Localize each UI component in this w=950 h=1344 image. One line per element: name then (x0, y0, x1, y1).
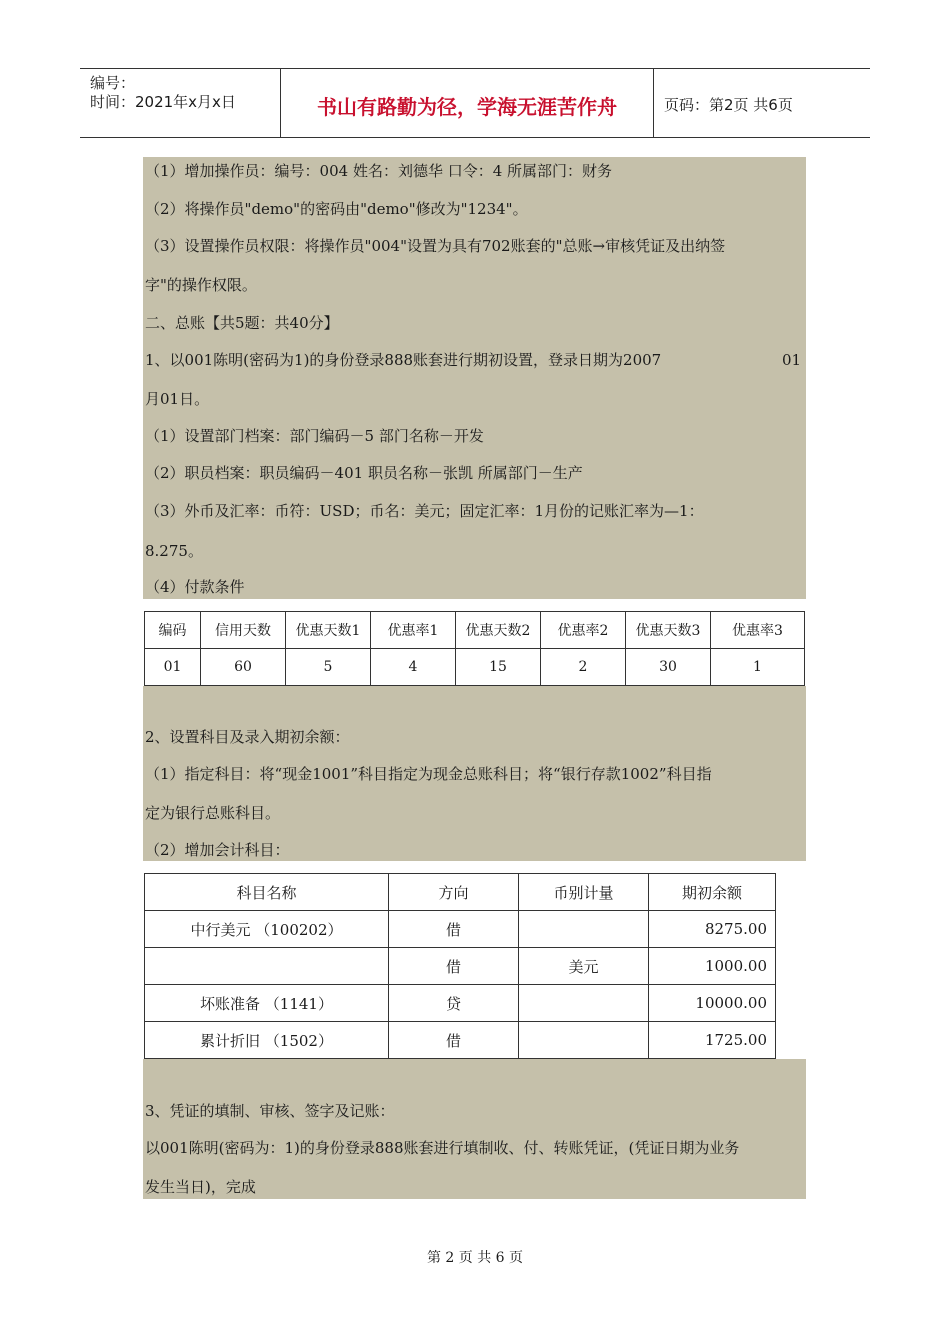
table-cell: 10000.00 (649, 985, 776, 1022)
number-label: 编号： (90, 74, 136, 92)
table-cell: 4 (371, 649, 456, 686)
table-cell: 30 (626, 649, 711, 686)
table-cell: 01 (145, 649, 201, 686)
operator-password-item: （2）将操作员"demo"的密码由"demo"修改为"1234"。 (145, 200, 528, 218)
payment-terms-table (144, 611, 805, 686)
table-header-cell: 币别计量 (519, 874, 649, 911)
table-header-cell: 优惠天数1 (286, 612, 371, 649)
table-cell: 8275.00 (649, 911, 776, 948)
table-header-cell: 信用天数 (201, 612, 286, 649)
question-3: 3、凭证的填制、审核、签字及记账： (145, 1102, 395, 1120)
table-cell (519, 985, 649, 1022)
question-3-body-cont: 发生当日)，完成 (145, 1178, 256, 1196)
motto: 书山有路勤为径，学海无涯苦作舟 (317, 95, 617, 119)
table-header-cell: 方向 (389, 874, 519, 911)
header-page-cell (654, 69, 870, 137)
table-cell (519, 1022, 649, 1059)
table-header-cell: 期初余额 (649, 874, 776, 911)
table-cell: 1 (711, 649, 805, 686)
table-header-cell: 优惠天数2 (456, 612, 541, 649)
currency-item-cont: 8.275。 (145, 542, 203, 560)
account-table (144, 873, 776, 1059)
table-row (145, 985, 776, 1022)
page-header (80, 68, 870, 138)
table-header-cell: 优惠率2 (541, 612, 626, 649)
shaded-block-1 (143, 157, 806, 599)
table-cell: 中行美元 （100202） (145, 911, 389, 948)
table-cell: 借 (389, 948, 519, 985)
table-cell (145, 948, 389, 985)
payment-terms-item: （4）付款条件 (145, 578, 245, 596)
table-cell: 借 (389, 1022, 519, 1059)
question-2-item-2: （2）增加会计科目： (145, 841, 290, 859)
table-cell: 60 (201, 649, 286, 686)
time-label: 时间：2021年x月x日 (90, 93, 236, 111)
currency-item: （3）外币及汇率：币符：USD；币名：美元；固定汇率：1月份的记账汇率为—1： (145, 502, 704, 520)
page-number-label: 页码：第2页 共6页 (664, 96, 793, 114)
question-2-item-1-cont: 定为银行总账科目。 (145, 804, 281, 822)
question-3-body: 以001陈明(密码为：1)的身份登录888账套进行填制收、付、转账凭证，(凭证日期为业务 (145, 1139, 740, 1157)
table-cell: 借 (389, 911, 519, 948)
question-2: 2、设置科目及录入期初余额： (145, 728, 350, 746)
table-cell: 贷 (389, 985, 519, 1022)
header-motto-cell (281, 69, 654, 137)
operator-add-item: （1）增加操作员：编号：004 姓名：刘德华 口令：4 所属部门：财务 (145, 162, 613, 180)
question-1: 1、以001陈明(密码为1)的身份登录888账套进行期初设置，登录日期为2007 (145, 351, 662, 369)
table-cell (519, 911, 649, 948)
table-header-cell: 优惠率1 (371, 612, 456, 649)
table-header-cell: 科目名称 (145, 874, 389, 911)
table-header-cell: 优惠率3 (711, 612, 805, 649)
staff-item: （2）职员档案：职员编码－401 职员名称－张凯 所属部门－生产 (145, 464, 583, 482)
department-item: （1）设置部门档案：部门编码－5 部门名称－开发 (145, 427, 484, 445)
table-row (145, 649, 805, 686)
table-cell: 15 (456, 649, 541, 686)
table-cell: 1725.00 (649, 1022, 776, 1059)
question-2-item-1: （1）指定科目：将“现金1001”科目指定为现金总账科目；将“银行存款1002”科目指 (145, 765, 712, 783)
operator-permission-item: （3）设置操作员权限：将操作员"004"设置为具有702账套的"总账→审核凭证及出纳签 (145, 237, 726, 255)
table-cell: 5 (286, 649, 371, 686)
section-title-ledger: 二、总账【共5题：共40分】 (145, 314, 339, 332)
table-row (145, 948, 776, 985)
operator-permission-item-cont: 字"的操作权限。 (145, 276, 257, 294)
table-row (145, 1022, 776, 1059)
table-cell: 1000.00 (649, 948, 776, 985)
table-header-cell: 优惠天数3 (626, 612, 711, 649)
table-cell: 坏账准备 （1141） (145, 985, 389, 1022)
table-header-row (145, 612, 805, 649)
question-1-end: 01 (782, 351, 802, 369)
table-row (145, 911, 776, 948)
table-cell: 2 (541, 649, 626, 686)
table-header-row (145, 874, 776, 911)
question-1-cont: 月01日。 (145, 390, 210, 408)
table-cell: 美元 (519, 948, 649, 985)
header-info-cell (80, 69, 281, 137)
table-header-cell: 编码 (145, 612, 201, 649)
page-footer: 第 2 页 共 6 页 (426, 1250, 524, 1266)
table-cell: 累计折旧 （1502） (145, 1022, 389, 1059)
